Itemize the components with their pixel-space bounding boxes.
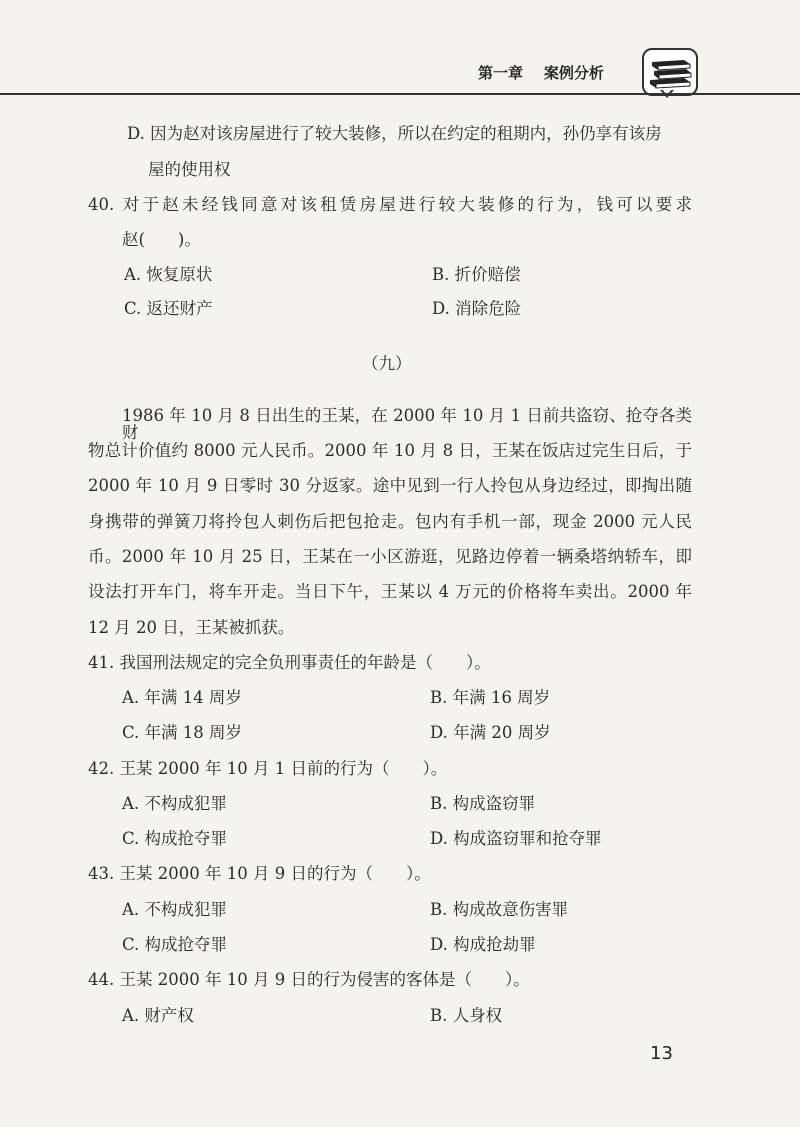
q40-stem-line2: 赵( )。 xyxy=(122,230,201,249)
q41-option-a: A. 年满 14 周岁 xyxy=(122,688,242,707)
case-heading: （九） xyxy=(362,354,412,373)
q43-stem: 43. 王某 2000 年 10 月 9 日的行为（ ）。 xyxy=(88,864,431,883)
q41-stem: 41. 我国刑法规定的完全负刑事责任的年龄是（ ）。 xyxy=(88,653,491,672)
header-rule xyxy=(0,93,800,95)
q40-option-a: A. 恢复原状 xyxy=(124,265,213,284)
case-paragraph-line: 设法打开车门，将车开走。当日下午，王某以 4 万元的价格将车卖出。2000 年 xyxy=(88,582,692,601)
q44-option-b: B. 人身权 xyxy=(430,1006,503,1025)
case-paragraph-line: 币。2000 年 10 月 25 日，王某在一小区游逛，见路边停着一辆桑塔纳轿车，即 xyxy=(88,547,692,566)
q40-option-b: B. 折价赔偿 xyxy=(432,265,521,284)
q41-option-d: D. 年满 20 周岁 xyxy=(430,723,551,742)
case-paragraph-line: 物总计价值约 8000 元人民币。2000 年 10 月 8 日，王某在饭店过完生日后，于 xyxy=(88,441,692,460)
q42-option-b: B. 构成盗窃罪 xyxy=(430,794,536,813)
chapter-label: 第一章 xyxy=(478,64,524,82)
page-number: 13 xyxy=(650,1043,673,1064)
case-paragraph-line: 2000 年 10 月 9 日零时 30 分返家。途中见到一行人拎包从身边经过，即掏出随 xyxy=(88,476,692,495)
q42-option-a: A. 不构成犯罪 xyxy=(122,794,227,813)
case-paragraph-line: 身携带的弹簧刀将拎包人刺伤后把包抢走。包内有手机一部，现金 2000 元人民 xyxy=(88,512,692,531)
q40-stem-line1: 40. 对于赵未经钱同意对该租赁房屋进行较大装修的行为，钱可以要求 xyxy=(88,195,692,214)
running-header xyxy=(478,62,604,83)
section-label: 案例分析 xyxy=(543,64,604,82)
case-paragraph-line: 1986 年 10 月 8 日出生的王某，在 2000 年 10 月 1 日前共盗窃、抢夺各类财 xyxy=(122,406,692,442)
q42-option-c: C. 构成抢夺罪 xyxy=(122,829,228,848)
q41-option-b: B. 年满 16 周岁 xyxy=(430,688,551,707)
q40-option-d: D. 消除危险 xyxy=(432,299,522,318)
q44-option-a: A. 财产权 xyxy=(122,1006,194,1025)
q42-option-d: D. 构成盗窃罪和抢夺罪 xyxy=(430,829,602,848)
q44-stem: 44. 王某 2000 年 10 月 9 日的行为侵害的客体是（ ）。 xyxy=(88,970,530,989)
q43-option-b: B. 构成故意伤害罪 xyxy=(430,900,569,919)
q43-option-c: C. 构成抢夺罪 xyxy=(122,935,228,954)
q43-option-a: A. 不构成犯罪 xyxy=(122,900,227,919)
case-paragraph-line: 12 月 20 日，王某被抓获。 xyxy=(88,618,295,637)
q39-option-d-line2: 屋的使用权 xyxy=(148,160,231,179)
q42-stem: 42. 王某 2000 年 10 月 1 日前的行为（ ）。 xyxy=(88,759,448,778)
q41-option-c: C. 年满 18 周岁 xyxy=(122,723,243,742)
q39-option-d-line1: D. 因为赵对该房屋进行了较大装修，所以在约定的租期内，孙仍享有该房 xyxy=(127,124,662,143)
q40-option-c: C. 返还财产 xyxy=(124,299,213,318)
q43-option-d: D. 构成抢劫罪 xyxy=(430,935,536,954)
